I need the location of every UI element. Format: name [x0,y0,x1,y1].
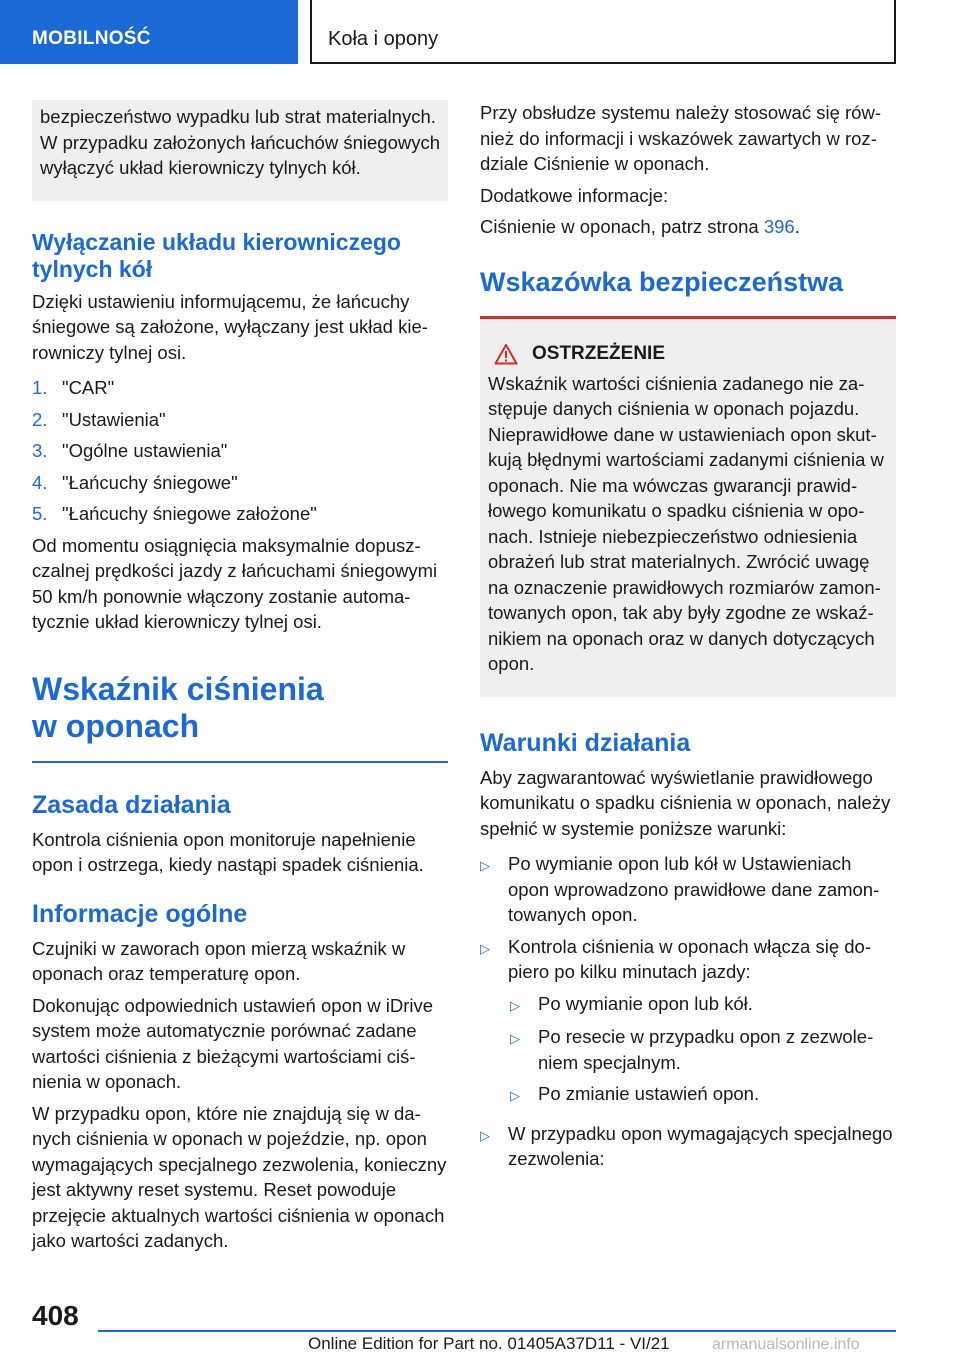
paragraph-principle: Kontrola ciśnienia opon monitoruje napełnienie opon i ostrzega, kiedy nastąpi spadek ciśnienia. [32,828,424,875]
paragraph-general-3: W przypadku opon, które nie znajdują się w danych ciśnienia w oponach w pojeździe, np. opon wymagających specjalnego zezwolenia, konieczny jest aktywny reset systemu. Reset powoduje przejęcie aktualnych wartości ciśnienia w oponach jako wartości zadanych. [32,1102,447,1251]
continued-warning-box [32,100,448,201]
step-item [32,470,448,496]
list-item-text: W przypadku opon wymagających specjalnego zezwolenia: [508,1122,893,1169]
warning-title: OSTRZEŻENIE [532,342,666,364]
list-item-text: Po wymianie opon lub kół w Ustawieniach opon wprowadzono prawidłowe dane zamontowanych opon. [508,853,880,925]
step-item [32,375,448,401]
warning-text: Wskaźnik wartości ciśnienia zadanego nie zastępuje danych ciśnienia w oponach pojazdu. Nieprawidłowe dane w ustawieniach opon skutkują błędnymi wartościami zadanymi ciśnienia w oponach. Nie ma wówczas gwarancji prawidłowego komunikatu o spadku ciśnienia w oponach. Istnieje niebezpieczeństwo odniesienia obrażeń lub strat materialnych. Zwrócić uwagę na oznaczenie prawidłowych rozmiarów zamontowanych opon, tak aby były zgodne ze wskaźnikiem na oponach oraz w danych dotyczących opon. [488,372,884,674]
step-text: "Łańcuchy śniegowe" [62,471,238,493]
sub-list-item-text: Po wymianie opon lub kół. [538,992,753,1014]
step-text: "Łańcuchy śniegowe założone" [62,503,317,524]
left-column [32,100,448,1260]
warning-triangle-icon [494,343,518,365]
step-text: "Ustawienia" [62,408,166,430]
watermark: armanualsonline.info [712,1336,860,1353]
sub-list [510,991,896,1115]
step-text: "CAR" [62,377,115,398]
triangle-right-icon: ▷ [510,997,520,1013]
step-item [32,501,448,527]
paragraph-disable: Dzięki ustawieniu informującemu, że łańcuchy śniegowe są założone, wyłączany jest układ kierowniczy tylnej osi. [32,290,428,363]
triangle-right-icon: ▷ [480,940,490,956]
triangle-right-icon: ▷ [510,1031,520,1046]
step-number: 3. [32,440,48,461]
paragraph-service: Przy obsłudze systemu należy stosować się również do informacji i wskazówek zawartych w rozdziale Ciśnienie w oponach. [480,102,881,174]
triangle-right-icon: ▷ [510,1088,520,1103]
paragraph-general-1: Czujniki w zaworach opon mierzą wskaźnik w oponach oraz temperaturę opon. [32,937,406,984]
heading-general-info: Informacje ogólne [32,899,248,928]
heading-tire-pressure-indicator [32,671,448,745]
step-number: 2. [32,408,48,430]
paragraph-speed: Od momentu osiągnięcia maksymalnie dopuszczalnej prędkości jazdy z łańcuchami śniegowymi 50 km/h ponownie włączony zostanie automatycznie układ kierowniczy tylnej osi. [32,534,438,632]
heading-line-2: w oponach [32,707,200,744]
reference-end: . [794,216,800,237]
triangle-right-icon: ▷ [480,1127,490,1143]
list-item [480,1121,896,1172]
steps-list [32,375,448,527]
sub-list-item-text: Po resecie w przypadku opon z zezwoleniem specjalnym. [538,1026,874,1073]
heading-conditions: Warunki działania [480,728,691,757]
page-number: 408 [32,1300,79,1331]
step-item [32,438,448,464]
heading-line-1: Wskaźnik ciśnienia [32,670,324,707]
heading-principle: Zasada działania [32,790,231,819]
heading-safety-note: Wskazówka bezpieczeństwa [480,266,844,297]
footer-divider [98,1330,896,1332]
step-number: 1. [32,377,48,398]
box-text: bezpieczeństwo wypadku lub strat materialnych. W przypadku założonych łańcuchów śniegowych wyłączyć układ kierowniczy tylnych kół. [40,106,441,178]
warning-header [488,343,888,365]
chapter-tab: Koła i opony [310,0,896,64]
triangle-right-icon: ▷ [480,858,490,873]
step-item [32,407,448,433]
paragraph-reference [480,214,896,240]
step-number: 5. [32,503,48,524]
section-tab: MOBILNOŚĆ [0,0,298,64]
heading-disable-rear-steering: Wyłączanie układu kierowniczego tylnych kół [32,228,401,282]
paragraph-additional: Dodatkowe informacje: [480,184,669,206]
step-text: "Ogólne ustawienia" [62,440,228,461]
sub-list-item [510,1081,896,1109]
sub-list-item [510,991,896,1019]
sub-list-item-text: Po zmianie ustawień opon. [538,1083,760,1104]
reference-text: Ciśnienie w oponach, patrz strona [480,216,764,237]
paragraph-general-2: Dokonując odpowiednich ustawień opon w iDrive system może automatycznie porównać zadane wartości ciśnienia z bieżącymi wartościami ciśnienia w oponach. [32,994,434,1092]
right-column [480,100,896,1178]
page-reference-link[interactable]: 396 [763,216,795,237]
heading-divider [32,761,448,763]
list-item-text: Kontrola ciśnienia w oponach włącza się dopiero po kilku minutach jazdy: [508,935,872,982]
paragraph-conditions: Aby zagwarantować wyświetlanie prawidłowego komunikatu o spadku ciśnienia w oponach, należy spełnić w systemie poniższe warunki: [480,766,891,839]
warning-box [480,319,896,697]
conditions-list [480,851,896,1172]
sub-list-item [510,1024,896,1075]
step-number: 4. [32,471,48,493]
list-item [480,851,896,928]
footer-edition: Online Edition for Part no. 01405A37D11 - VI/21 [308,1334,670,1353]
list-item [480,934,896,1115]
